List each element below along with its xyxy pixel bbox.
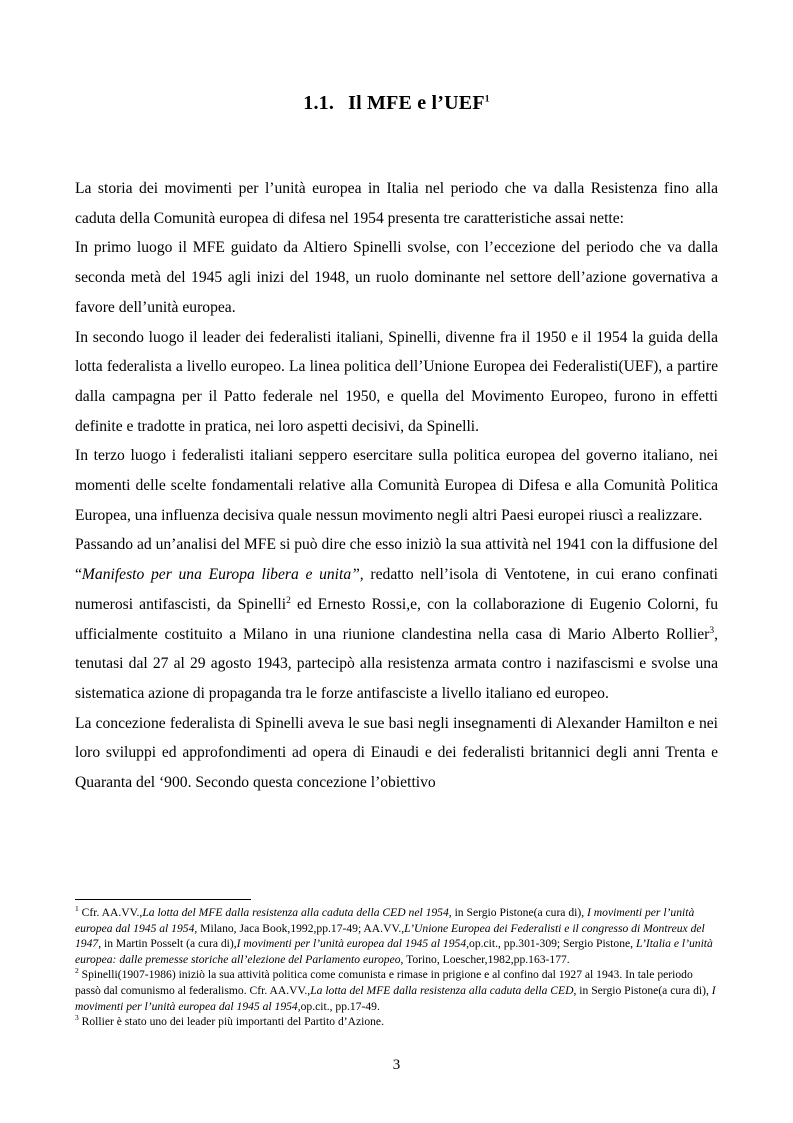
page-number: 3 (392, 1057, 401, 1073)
footnote-3: $^3$ Rollier è stato uno dei leader più importanti del Partito d’Azione. (75, 1013, 384, 1029)
body-text (75, 174, 718, 798)
footnotes (75, 905, 718, 1030)
footnote-separator (75, 899, 251, 900)
paragraph-mfe-history: Passando ad un’analisi del MFE si può dire che esso iniziò la sua attività nel 1941 con la diffusione del “Manifesto per una Europa libera e unita”, redatto nell’isola di Ventotene, in cui erano confinati numerosi antifascisti, da Spinelli$^2$ ed Ernesto Rossi,e, con la collaborazione di Eugenio Colorni, fu ufficialmente costituito a Milano in una riunione clandestina nella casa di Mario Alberto Rollier$^3$, tenutasi dal 27 al 29 agosto 1943, partecipò alla resistenza armata contro i nazifascismi e svolse una sistematica azione di propaganda tra le forze antifasciste a livello italiano ed europeo. (75, 536, 718, 702)
paragraph-federalist-concept: La concezione federalista di Spinelli aveva le sue basi negli insegnamenti di Alexander Hamilton e nei loro sviluppi ed approfondimenti ad opera di Einaudi e dei federalisti britannici degli anni Trenta e Quaranta del ‘900. Secondo questa concezione l’obiettivo (75, 714, 718, 792)
footnote-1: $^1$ Cfr. AA.VV.,La lotta del MFE dalla resistenza alla caduta della CED nel 1954, in Sergio Pistone(a cura di), I movimenti per l’unità europea dal 1945 al 1954, Milano, Jaca Book,1992,pp.17-49; AA.VV.,L’Unione Europea dei Federalisti e il congresso di Montreux del 1947, in Martin Posselt (a cura di),I movimenti per l’unità europea dal 1945 al 1954,op.cit., pp.301-309; Sergio Pistone, L’Italia e l’unità europea: dalle premesse storiche all’elezione del Parlamento europeo, Torino, Loescher,1982,pp.163-177. (75, 904, 713, 966)
manifesto-title: Manifesto per una Europa libera e unita”, (81, 566, 364, 584)
paragraph-second-point: In secondo luogo il leader dei federalisti italiani, Spinelli, divenne fra il 1950 e il 1954 la guida della lotta federalista a livello europeo. La linea politica dell’Unione Europea dei Federalisti(UEF), a partire dalla campagna per il Patto federale nel 1950, e quella del Movimento Europeo, furono in effetti definite e tradotte in pratica, nei loro aspetti decisivi, da Spinelli. (75, 328, 718, 435)
paragraph-first-point: In primo luogo il MFE guidato da Altiero Spinelli svolse, con l’eccezione del periodo che va dalla seconda metà del 1945 agli inizi del 1948, un ruolo dominante nel settore dell’azione governativa a favore dell’unità europea. (75, 239, 718, 316)
section-title: Il MFE e l’UEF (348, 92, 485, 114)
footnote-ref-3[interactable]: 3 (709, 625, 715, 636)
footnote-ref-1[interactable]: 1 (484, 94, 490, 105)
paragraph-intro: La storia dei movimenti per l’unità europea in Italia nel periodo che va dalla Resistenza fino alla caduta della Comunità europea di difesa nel 1954 presenta tre caratteristiche assai nette: (75, 180, 718, 227)
paragraph-third-point: In terzo luogo i federalisti italiani seppero esercitare sulla politica europea del governo italiano, nei momenti delle scelte fondamentali relative alla Comunità Europea di Difesa e alla Comunità Politica Europea, una influenza decisiva quale nessun movimento negli altri Paesi europei riuscì a realizzare. (75, 447, 718, 524)
section-number: 1.1. (303, 92, 335, 114)
footnote-ref-2[interactable]: 2 (286, 595, 291, 606)
section-heading (0, 92, 793, 115)
footnote-2: $^2$ Spinelli(1907-1986) iniziò la sua attività politica come comunista e rimase in prigione e al confino dal 1927 al 1943. In tale periodo passò dal comunismo al federalismo. Cfr. AA.VV.,La lotta del MFE dalla resistenza alla caduta della CED, in Sergio Pistone(a cura di), I movimenti per l’unità europea dal 1945 al 1954,op.cit., pp.17-49. (75, 966, 716, 1013)
